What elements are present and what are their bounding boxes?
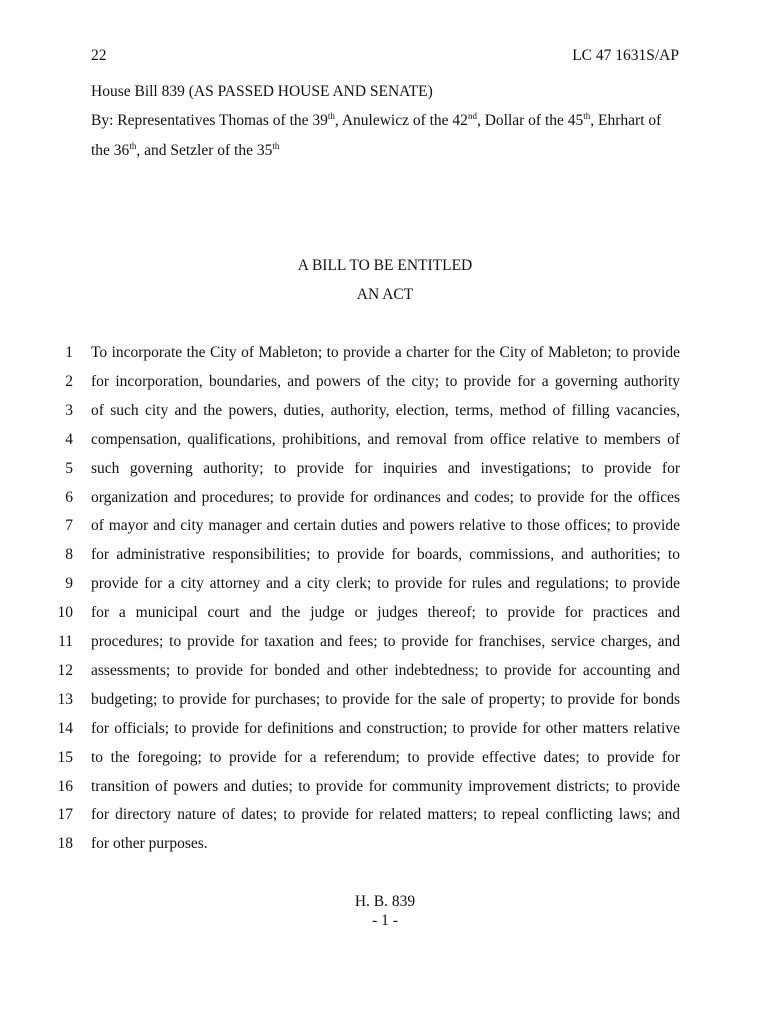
page-number-top: 22 bbox=[91, 47, 107, 64]
bill-text-line: for directory nature of dates; to provide for related matters; to repeal conflicting laws; and bbox=[91, 806, 680, 824]
bill-text-line: for officials; to provide for definitions and construction; to provide for other matters relative bbox=[91, 719, 680, 737]
line-number: 7 bbox=[65, 517, 73, 535]
line-number: 10 bbox=[57, 604, 73, 622]
bill-text-line: to the foregoing; to provide for a referendum; to provide effective dates; to provide for bbox=[91, 748, 680, 766]
line-number: 6 bbox=[65, 488, 73, 506]
footer-page-label: - 1 - bbox=[372, 912, 398, 929]
bill-text-line: for other purposes. bbox=[91, 835, 208, 853]
line-number: 9 bbox=[65, 575, 73, 593]
bill-text-line: provide for a city attorney and a city clerk; to provide for rules and regulations; to provide bbox=[91, 575, 680, 593]
line-number: 17 bbox=[57, 806, 73, 824]
bill-text-line: compensation, qualifications, prohibitions, and removal from office relative to members of bbox=[91, 430, 680, 448]
line-number: 16 bbox=[57, 777, 73, 795]
line-number: 18 bbox=[57, 835, 73, 853]
sponsor-text: , Anulewicz of the 42 bbox=[334, 112, 468, 129]
bill-text-line: To incorporate the City of Mableton; to provide a charter for the City of Mableton; to provide bbox=[91, 344, 680, 361]
line-number: 15 bbox=[57, 748, 73, 766]
bill-text-line: for incorporation, boundaries, and powers of the city; to provide for a governing authority bbox=[91, 372, 680, 390]
line-number: 3 bbox=[65, 401, 73, 419]
bill-text-line: transition of powers and duties; to provide for community improvement districts; to provide bbox=[91, 777, 680, 795]
bill-text-line: for administrative responsibilities; to provide for boards, commissions, and authorities; to bbox=[91, 546, 680, 564]
bill-text-line: of such city and the powers, duties, authority, election, terms, method of filling vacancies, bbox=[91, 401, 680, 419]
ordinal-suffix: nd bbox=[467, 111, 477, 121]
sponsor-text: , Dollar of the 45 bbox=[476, 112, 584, 129]
bill-text-line: assessments; to provide for bonded and other indebtedness; to provide for accounting and bbox=[91, 661, 680, 679]
line-number: 11 bbox=[58, 633, 73, 650]
line-number: 14 bbox=[57, 719, 73, 737]
line-number: 2 bbox=[65, 372, 73, 390]
bill-text-line: such governing authority; to provide for inquiries and investigations; to provide for bbox=[91, 459, 680, 477]
sponsors-line-1 bbox=[91, 112, 661, 130]
line-number: 8 bbox=[65, 546, 73, 564]
line-number: 1 bbox=[65, 344, 73, 361]
bill-text-line: budgeting; to provide for purchases; to provide for the sale of property; to provide for bonds bbox=[91, 690, 680, 708]
sponsor-text: the 36 bbox=[91, 142, 130, 159]
line-number: 12 bbox=[57, 661, 73, 679]
bill-title: House Bill 839 (AS PASSED HOUSE AND SENATE) bbox=[91, 83, 433, 100]
ordinal-suffix: th bbox=[272, 141, 280, 151]
document-code: LC 47 1631S/AP bbox=[572, 47, 679, 64]
line-number: 5 bbox=[65, 459, 73, 477]
ordinal-suffix: th bbox=[583, 111, 591, 121]
sponsor-text: , and Setzler of the 35 bbox=[136, 142, 273, 159]
line-number: 13 bbox=[57, 690, 73, 708]
sponsor-text: By: Representatives Thomas of the 39 bbox=[91, 112, 328, 129]
ordinal-suffix: th bbox=[327, 111, 335, 121]
bill-text-line: organization and procedures; to provide for ordinances and codes; to provide for the offices bbox=[91, 488, 680, 506]
bill-text-line: procedures; to provide for taxation and fees; to provide for franchises, service charges, and bbox=[91, 633, 680, 650]
line-number: 4 bbox=[65, 430, 73, 448]
sponsor-text: , Ehrhart of bbox=[590, 112, 662, 129]
sponsors-line-2 bbox=[91, 142, 279, 160]
bill-text-line: of mayor and city manager and certain duties and powers relative to those offices; to provide bbox=[91, 517, 680, 535]
heading-line-1: A BILL TO BE ENTITLED bbox=[297, 257, 473, 274]
bill-text-line: for a municipal court and the judge or judges thereof; to provide for practices and bbox=[91, 604, 680, 622]
footer-bill-number: H. B. 839 bbox=[354, 893, 416, 910]
heading-line-2: AN ACT bbox=[356, 286, 414, 303]
ordinal-suffix: th bbox=[129, 141, 137, 151]
